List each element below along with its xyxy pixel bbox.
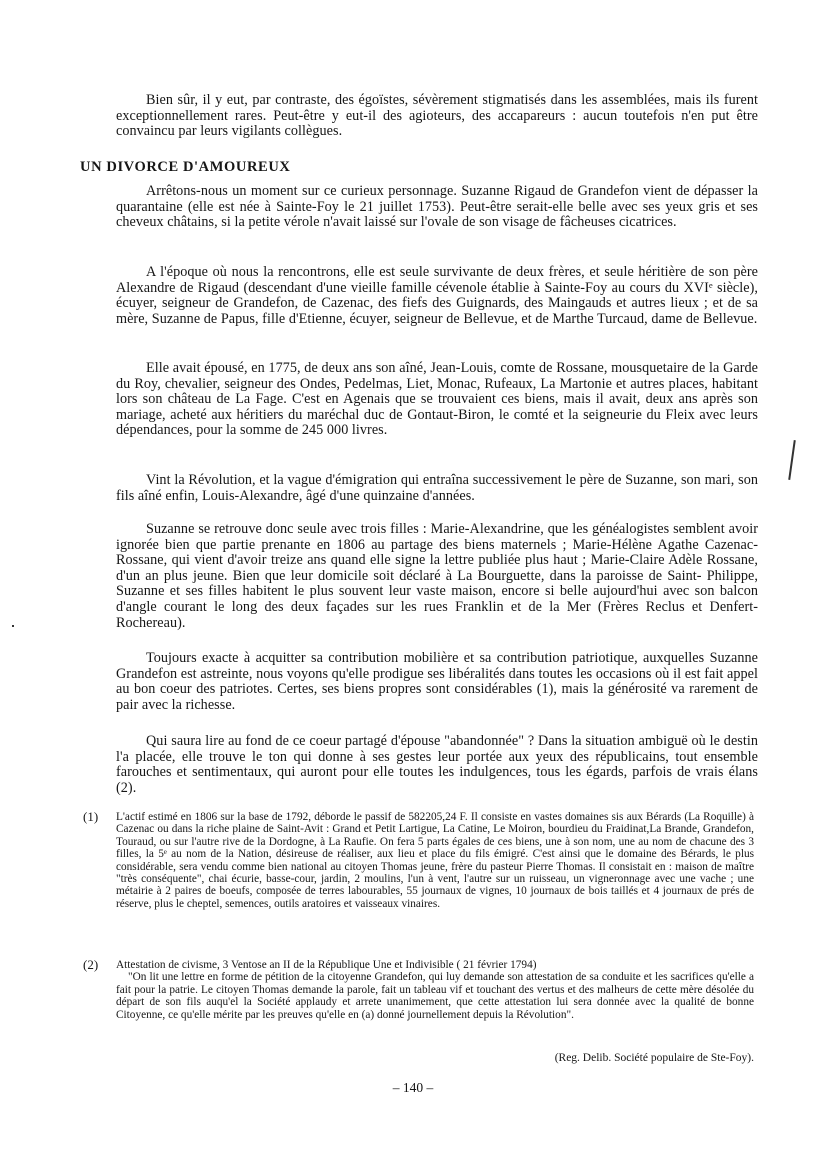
- paragraph-heritage: A l'époque où nous la rencontrons, elle est seule survivante de deux frères, et seule héritière de son père Alexandre de Rigaud (descendant d'une vieille famille cévenole établie à Sainte-Foy au cours du XVIᵉ siècle), écuyer, seigneur de Grandefon, de Cazenac, des fiefs des Guignards, des Maingauds et autres lieux ; et de sa mère, Suzanne de Papus, fille d'Etienne, écuyer, seigneur de Bellevue, et de Marthe Turcaud, dame de Bellevue.: [116, 264, 758, 327]
- paragraph-revolution: Vint la Révolution, et la vague d'émigration qui entraîna successivement le père de Suzanne, son mari, son fils aîné enfin, Louis-Alexandre, âgé d'une quinzaine d'années.: [116, 472, 758, 504]
- footnote-2-heading: Attestation de civisme, 3 Ventose an II de la République Une et Indivisible ( 21 février 1794): [116, 959, 537, 971]
- page-number: – 140 –: [392, 1080, 434, 1095]
- section-heading: UN DIVORCE D'AMOUREUX: [80, 159, 291, 175]
- paragraph-egoists: Bien sûr, il y eut, par contraste, des égoïstes, sévèrement stigmatisés dans les assemblées, mais ils furent exceptionnellement rares. Peut-être y eut-il des agioteurs, des accapareurs : aucun toutefois n'en put être convaincu par leurs vigilants collègues.: [116, 92, 758, 140]
- paragraph-heart: Qui saura lire au fond de ce coeur partagé d'épouse "abandonnée" ? Dans la situation ambiguë où le destin l'a placée, elle trouve le ton qui donne à ses gestes leur portée aux yeux des républicains, tout ensemble farouches et sentimentaux, qui auront pour elle toutes les indulgences, tous les égards, parfois de vrais élans (2).: [116, 733, 758, 796]
- paragraph-marriage: Elle avait épousé, en 1775, de deux ans son aîné, Jean-Louis, comte de Rossane, mousquetaire de la Garde du Roy, chevalier, seigneur des Ondes, Pedelmas, Liet, Monac, Rufeaux, La Martonie et autres places, habitant lors son château de La Fage. C'est en Agenais que se trouvaient ces biens, mais il avait, deux ans après son mariage, acheté aux héritiers du maréchal duc de Gontaut-Biron, le comté et la seigneurie du Fleix avec leurs dépendances, pour la somme de 245 000 livres.: [116, 360, 758, 439]
- paragraph-suzanne-intro: Arrêtons-nous un moment sur ce curieux personnage. Suzanne Rigaud de Grandefon vient de dépasser la quarantaine (elle est née à Sainte-Foy le 21 juillet 1753). Peut-être serait-elle belle avec ses yeux gris et ses cheveux châtains, si la petite vérole n'avait laissé sur l'ovale de son visage de fâcheuses cicatrices.: [116, 183, 758, 231]
- footnote-1-text: L'actif estimé en 1806 sur la base de 1792, déborde le passif de 582205,24 F. Il consiste en vastes domaines sis aux Bérards (La Roquille) à Cazenac ou dans la riche plaine de Saint-Avit : Grand et Petit Lartigue, La Catine, Le Moiron, bourdieu du Fraidinat,La Brande, Grandefon, Touraud, ou sur l'autre rive de la Dordogne, à La Raufie. On fera 5 parts égales de ces biens, une à son nom, une au nom de chacune des 3 filles, la 5ᵉ au nom de la Nation, désireuse de réaliser, aux lieu et place du fils émigré. C'est ainsi que le domaine des Bérards, le plus considérable, sera vendu comme bien national au citoyen Thomas jeune, frère du pasteur Pierre Thomas. Il consistait en : maison de maître "très conséquente", chai écurie, basse-cour, jardin, 2 moulins, l'un à vent, l'autre sur un ruisseau, un vigneronnage avec une vache ; une métairie à 2 paires de boeufs, composée de terres labourables, 55 journaux de vignes, 10 journaux de bois taillés et 4 journaux de prés de réserve, plus le cheptel, semences, outils aratoires et vaisseaux vinaires.: [116, 811, 754, 910]
- paragraph-contributions: Toujours exacte à acquitter sa contribution mobilière et sa contribution patriotique, auxquelles Suzanne Grandefon est astreinte, nous voyons qu'elle prodigue ses libéralités dans toutes les occasions où il est fait appel au bon coeur des patriotes. Certes, ses biens propres sont considérables (1), mais la générosité va rarement de pair avec la richesse.: [116, 650, 758, 713]
- footnote-source: (Reg. Delib. Société populaire de Ste-Foy).: [554, 1052, 754, 1064]
- margin-mark: [788, 440, 796, 480]
- margin-dot: [12, 625, 14, 627]
- footnote-2-quote: "On lit une lettre en forme de pétition de la citoyenne Grandefon, qui luy demande son attestation de sa conduite et les sacrifices qu'elle a fait pour la patrie. Le citoyen Thomas demande la parole, fait un tableau vif et touchant des vertus et des malheurs de cette mère désolée du départ de son fils auqu'el la Société applaudy et arrete unanimement, que cette attestation lui sera donnée avec la qualité de bonne Citoyenne, ce qu'elle mérite par les preuves qu'elle en (a) donné journellement depuis la Révolution".: [116, 971, 754, 1021]
- footnote-1: [83, 809, 754, 910]
- footnote-2: [83, 957, 754, 1021]
- paragraph-daughters: Suzanne se retrouve donc seule avec trois filles : Marie-Alexandrine, que les généalogistes semblent avoir ignorée bien que partie prenante en 1806 au partage des biens maternels ; Marie-Hélène Agathe Cazenac-Rossane, qui vient d'avoir treize ans quand elle signe la lettre publiée plus haut ; Marie-Claire Adèle Rossane, d'un an plus jeune. Bien que leur domicile soit déclaré à La Bourguette, dans la paroisse de Saint- Philippe, Suzanne et ses filles habitent le plus souvent leur vaste maison, encore si belle aujourd'hui avec son balcon d'angle courant le long des deux façades sur les rues Franklin et de la Mer (Frères Reclus et Denfert-Rochereau).: [116, 521, 758, 631]
- footnote-2-number: (2): [83, 957, 99, 972]
- footnote-1-number: (1): [83, 809, 99, 824]
